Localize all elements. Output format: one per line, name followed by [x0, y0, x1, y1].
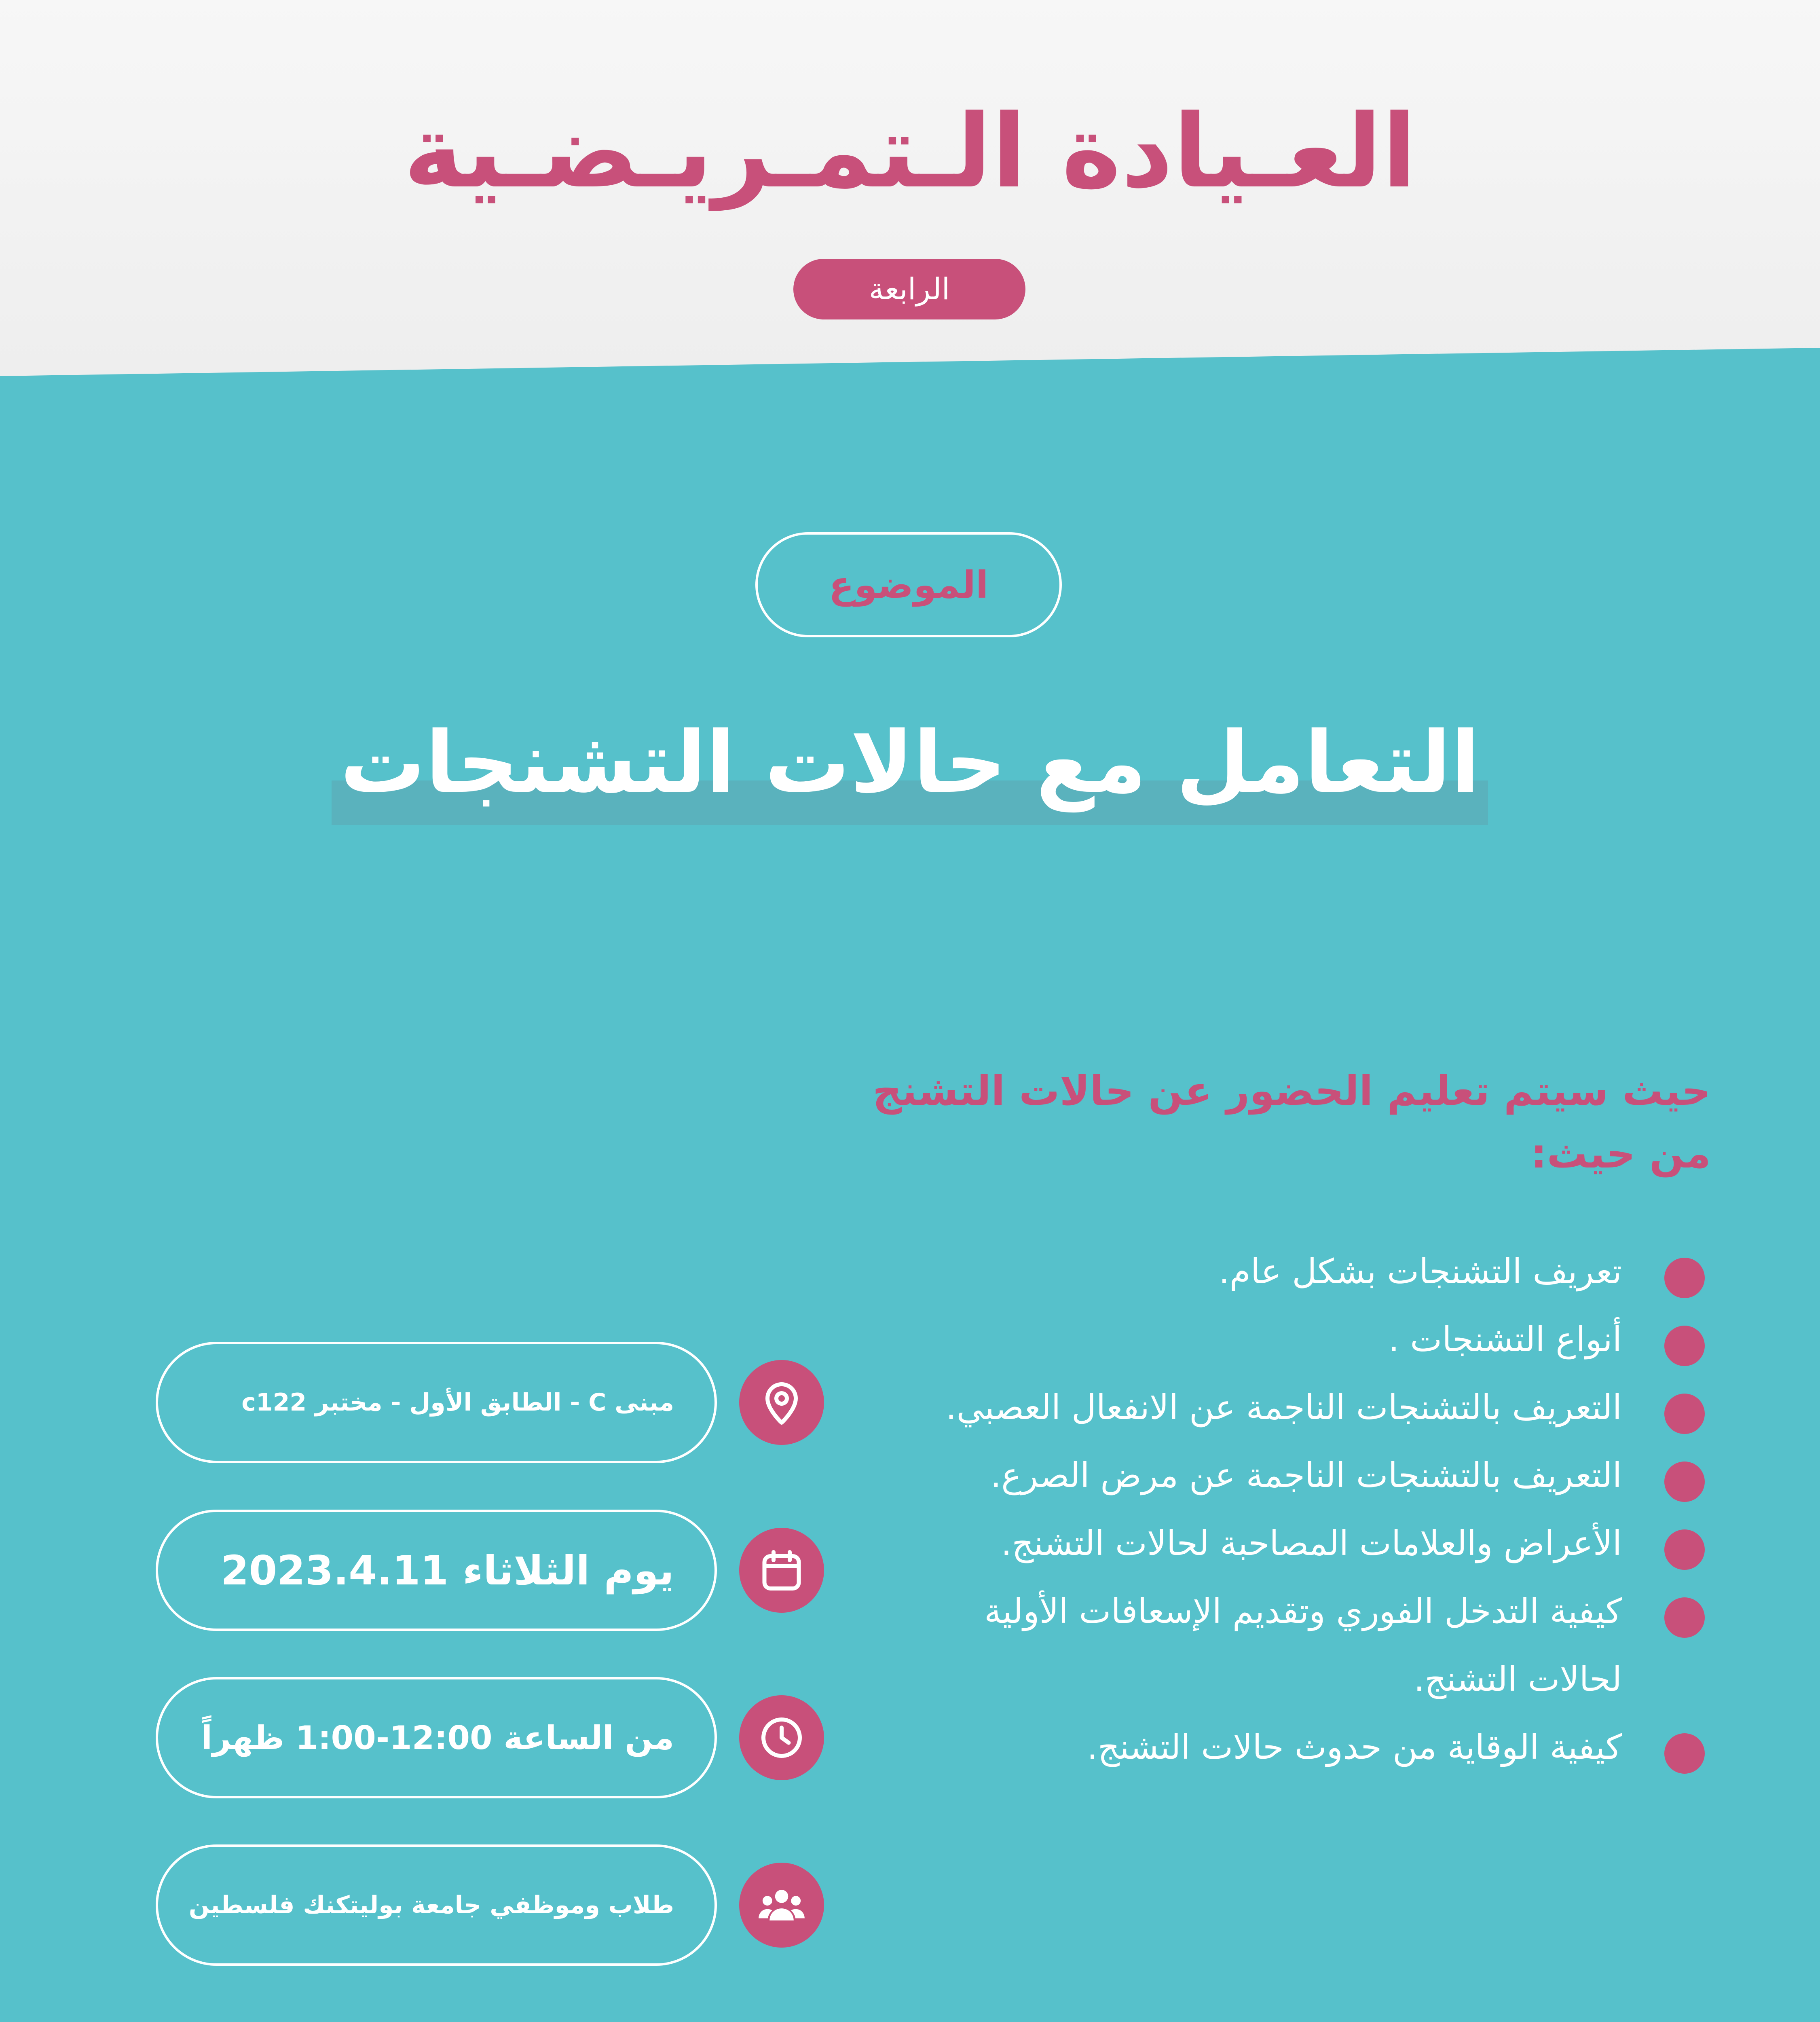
bullet-dot-icon	[1664, 1462, 1705, 1502]
topics-list	[902, 1237, 1711, 1781]
list-item	[902, 1441, 1711, 1509]
list-item-text: أنواع التشنجات .	[1388, 1320, 1622, 1359]
info-time-row	[0, 1677, 849, 1798]
list-item-text: تعريف التشنجات بشكل عام.	[1219, 1252, 1622, 1291]
topic-label-pill: الموضوع	[755, 532, 1062, 637]
users-icon	[739, 1863, 824, 1948]
date-pill: يوم الثلاثاء 2023.4.11	[156, 1510, 717, 1631]
list-item	[902, 1713, 1711, 1781]
list-item-text: التعريف بالتشنجات الناجمة عن مرض الصرع.	[990, 1455, 1622, 1495]
info-audience-row	[0, 1844, 849, 1966]
time-pill: من الساعة 12:00-1:00 ظهراً	[156, 1677, 717, 1798]
bullet-dot-icon	[1664, 1326, 1705, 1366]
location-pin-icon	[739, 1360, 824, 1445]
list-item-text: التعريف بالتشنجات الناجمة عن الانفعال العصبي.	[945, 1387, 1622, 1427]
bullet-dot-icon	[1664, 1258, 1705, 1298]
bullet-dot-icon	[1664, 1529, 1705, 1570]
clock-icon	[739, 1695, 824, 1780]
intro-line-2: من حيث:	[1530, 1130, 1711, 1177]
info-date-row	[0, 1510, 849, 1631]
edition-badge: الرابعة	[793, 259, 1025, 319]
list-item	[902, 1509, 1711, 1577]
intro-line-1: حيث سيتم تعليم الحضور عن حالات التشنج	[873, 1067, 1711, 1115]
intro-text	[821, 1060, 1711, 1185]
location-pill: مبنى C - الطابق الأول - مختبر c122	[156, 1342, 717, 1463]
list-item-text: كيفية الوقاية من حدوث حالات التشنج.	[1087, 1727, 1622, 1767]
calendar-icon	[739, 1528, 824, 1613]
bullet-dot-icon	[1664, 1733, 1705, 1774]
topic-title: التعامل مع حالات التشنجات	[340, 713, 1480, 812]
list-item	[902, 1237, 1711, 1305]
list-item	[902, 1373, 1711, 1441]
list-item-text: كيفية التدخل الفوري وتقديم الإسعافات الأولية لحالات التشنج.	[984, 1591, 1622, 1699]
page-title: العـيادة الـتمـريـضـية	[403, 93, 1417, 210]
list-item	[902, 1305, 1711, 1373]
bullet-dot-icon	[1664, 1597, 1705, 1638]
info-location-row	[0, 1342, 849, 1463]
bullet-dot-icon	[1664, 1394, 1705, 1434]
audience-pill: طلاب وموظفي جامعة بوليتكنك فلسطين	[156, 1844, 717, 1966]
list-item	[902, 1577, 1711, 1713]
list-item-text: الأعراض والعلامات المصاحبة لحالات التشنج.	[1001, 1523, 1622, 1563]
